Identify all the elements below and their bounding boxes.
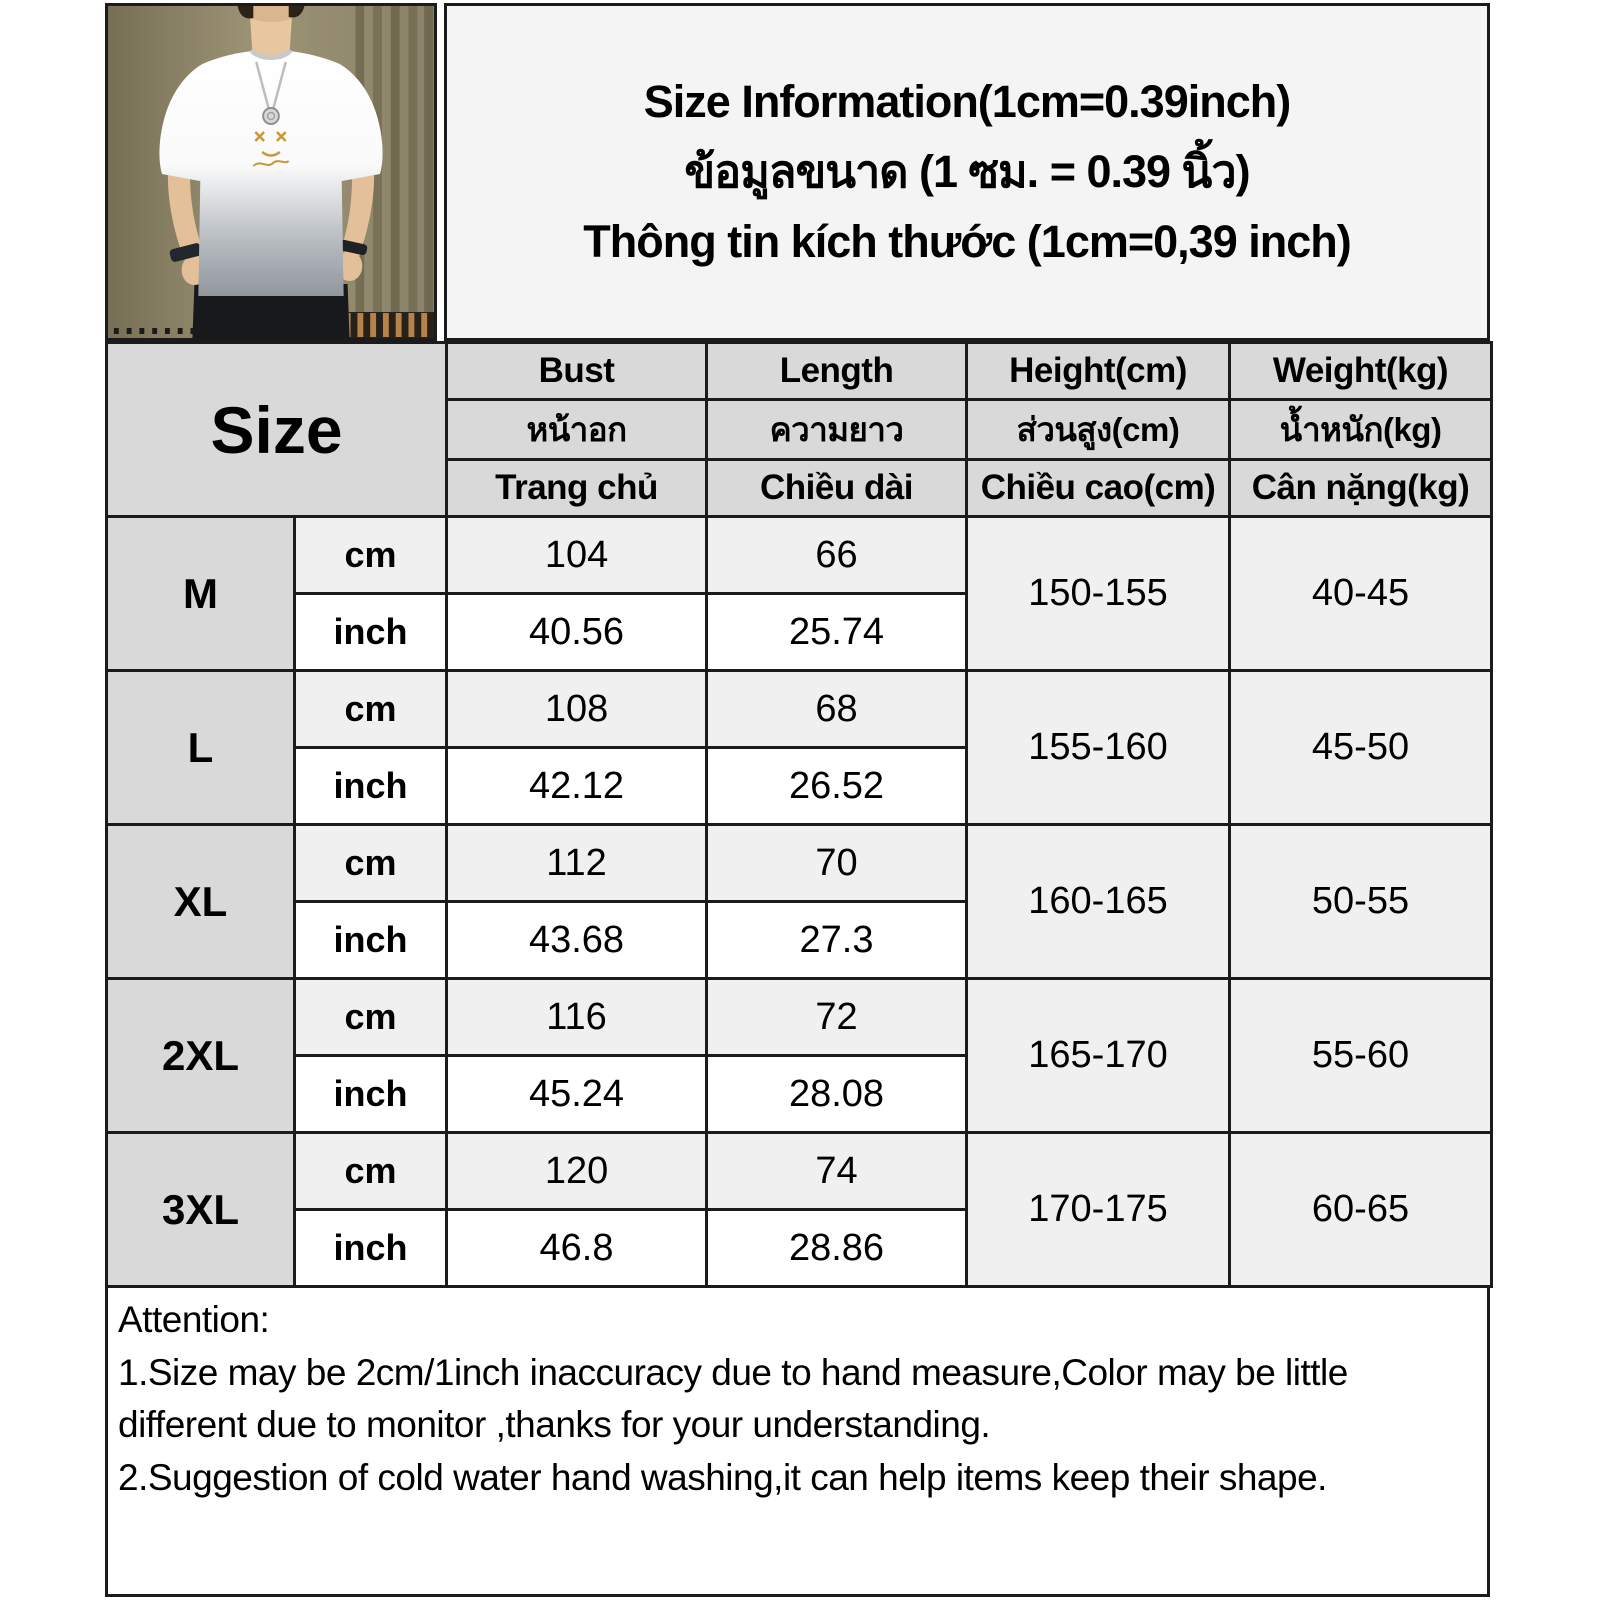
length-cm-value: 66 xyxy=(707,517,967,594)
header-height-en: Height(cm) xyxy=(967,343,1230,400)
title-vietnamese: Thông tin kích thước (1cm=0,39 inch) xyxy=(583,215,1351,267)
unit-cm: cm xyxy=(295,671,447,748)
weight-range: 50-55 xyxy=(1230,825,1492,979)
height-range: 165-170 xyxy=(967,979,1230,1133)
length-cm-value: 72 xyxy=(707,979,967,1056)
unit-inch: inch xyxy=(295,748,447,825)
size-label: L xyxy=(107,671,295,825)
size-label: XL xyxy=(107,825,295,979)
header-height-vi: Chiều cao(cm) xyxy=(967,460,1230,517)
unit-inch: inch xyxy=(295,1210,447,1287)
length-inch-value: 25.74 xyxy=(707,594,967,671)
height-range: 155-160 xyxy=(967,671,1230,825)
bust-inch-value: 46.8 xyxy=(447,1210,707,1287)
header-length-vi: Chiều dài xyxy=(707,460,967,517)
length-cm-value: 70 xyxy=(707,825,967,902)
weight-range: 45-50 xyxy=(1230,671,1492,825)
unit-cm: cm xyxy=(295,1133,447,1210)
weight-range: 60-65 xyxy=(1230,1133,1492,1287)
size-label: 2XL xyxy=(107,979,295,1133)
length-inch-value: 28.86 xyxy=(707,1210,967,1287)
length-inch-value: 27.3 xyxy=(707,902,967,979)
title-thai: ข้อมูลขนาด (1 ซม. = 0.39 นิ้ว) xyxy=(684,146,1250,198)
bust-cm-value: 116 xyxy=(447,979,707,1056)
weight-range: 40-45 xyxy=(1230,517,1492,671)
height-range: 170-175 xyxy=(967,1133,1230,1287)
table-row xyxy=(107,1133,1492,1210)
header-weight-th: น้ำหนัก(kg) xyxy=(1230,400,1492,460)
size-column-header: Size xyxy=(107,343,447,517)
bust-inch-value: 45.24 xyxy=(447,1056,707,1133)
length-inch-value: 28.08 xyxy=(707,1056,967,1133)
bust-inch-value: 42.12 xyxy=(447,748,707,825)
header-bust-vi: Trang chủ xyxy=(447,460,707,517)
table-row xyxy=(107,979,1492,1056)
length-cm-value: 74 xyxy=(707,1133,967,1210)
size-table xyxy=(105,341,1493,1288)
header-weight-vi: Cân nặng(kg) xyxy=(1230,460,1492,517)
bust-cm-value: 108 xyxy=(447,671,707,748)
height-range: 150-155 xyxy=(967,517,1230,671)
attention-item: 1.Size may be 2cm/1inch inaccuracy due to hand measure,Color may be little different due to monitor ,thanks for your understanding. xyxy=(118,1351,1348,1446)
header-length-th: ความยาว xyxy=(707,400,967,460)
table-row xyxy=(107,825,1492,902)
header-bust-en: Bust xyxy=(447,343,707,400)
unit-cm: cm xyxy=(295,517,447,594)
header-height-th: ส่วนสูง(cm) xyxy=(967,400,1230,460)
height-range: 160-165 xyxy=(967,825,1230,979)
weight-range: 55-60 xyxy=(1230,979,1492,1133)
unit-inch: inch xyxy=(295,594,447,671)
attention-box xyxy=(105,1285,1490,1597)
length-inch-value: 26.52 xyxy=(707,748,967,825)
header-bust-th: หน้าอก xyxy=(447,400,707,460)
bust-cm-value: 120 xyxy=(447,1133,707,1210)
bust-inch-value: 40.56 xyxy=(447,594,707,671)
attention-item: 2.Suggestion of cold water hand washing,it can help items keep their shape. xyxy=(118,1456,1327,1498)
size-label: M xyxy=(107,517,295,671)
tshirt-photo-illustration xyxy=(108,6,434,338)
size-label: 3XL xyxy=(107,1133,295,1287)
title-english: Size Information(1cm=0.39inch) xyxy=(643,76,1291,128)
header-weight-en: Weight(kg) xyxy=(1230,343,1492,400)
header-length-en: Length xyxy=(707,343,967,400)
product-photo xyxy=(105,3,437,341)
attention-heading: Attention: xyxy=(118,1299,270,1340)
unit-cm: cm xyxy=(295,825,447,902)
table-row xyxy=(107,671,1492,748)
top-section xyxy=(105,3,1490,341)
bust-cm-value: 104 xyxy=(447,517,707,594)
length-cm-value: 68 xyxy=(707,671,967,748)
unit-inch: inch xyxy=(295,1056,447,1133)
unit-inch: inch xyxy=(295,902,447,979)
unit-cm: cm xyxy=(295,979,447,1056)
bust-cm-value: 112 xyxy=(447,825,707,902)
bust-inch-value: 43.68 xyxy=(447,902,707,979)
table-row xyxy=(107,517,1492,594)
title-block xyxy=(444,3,1490,341)
